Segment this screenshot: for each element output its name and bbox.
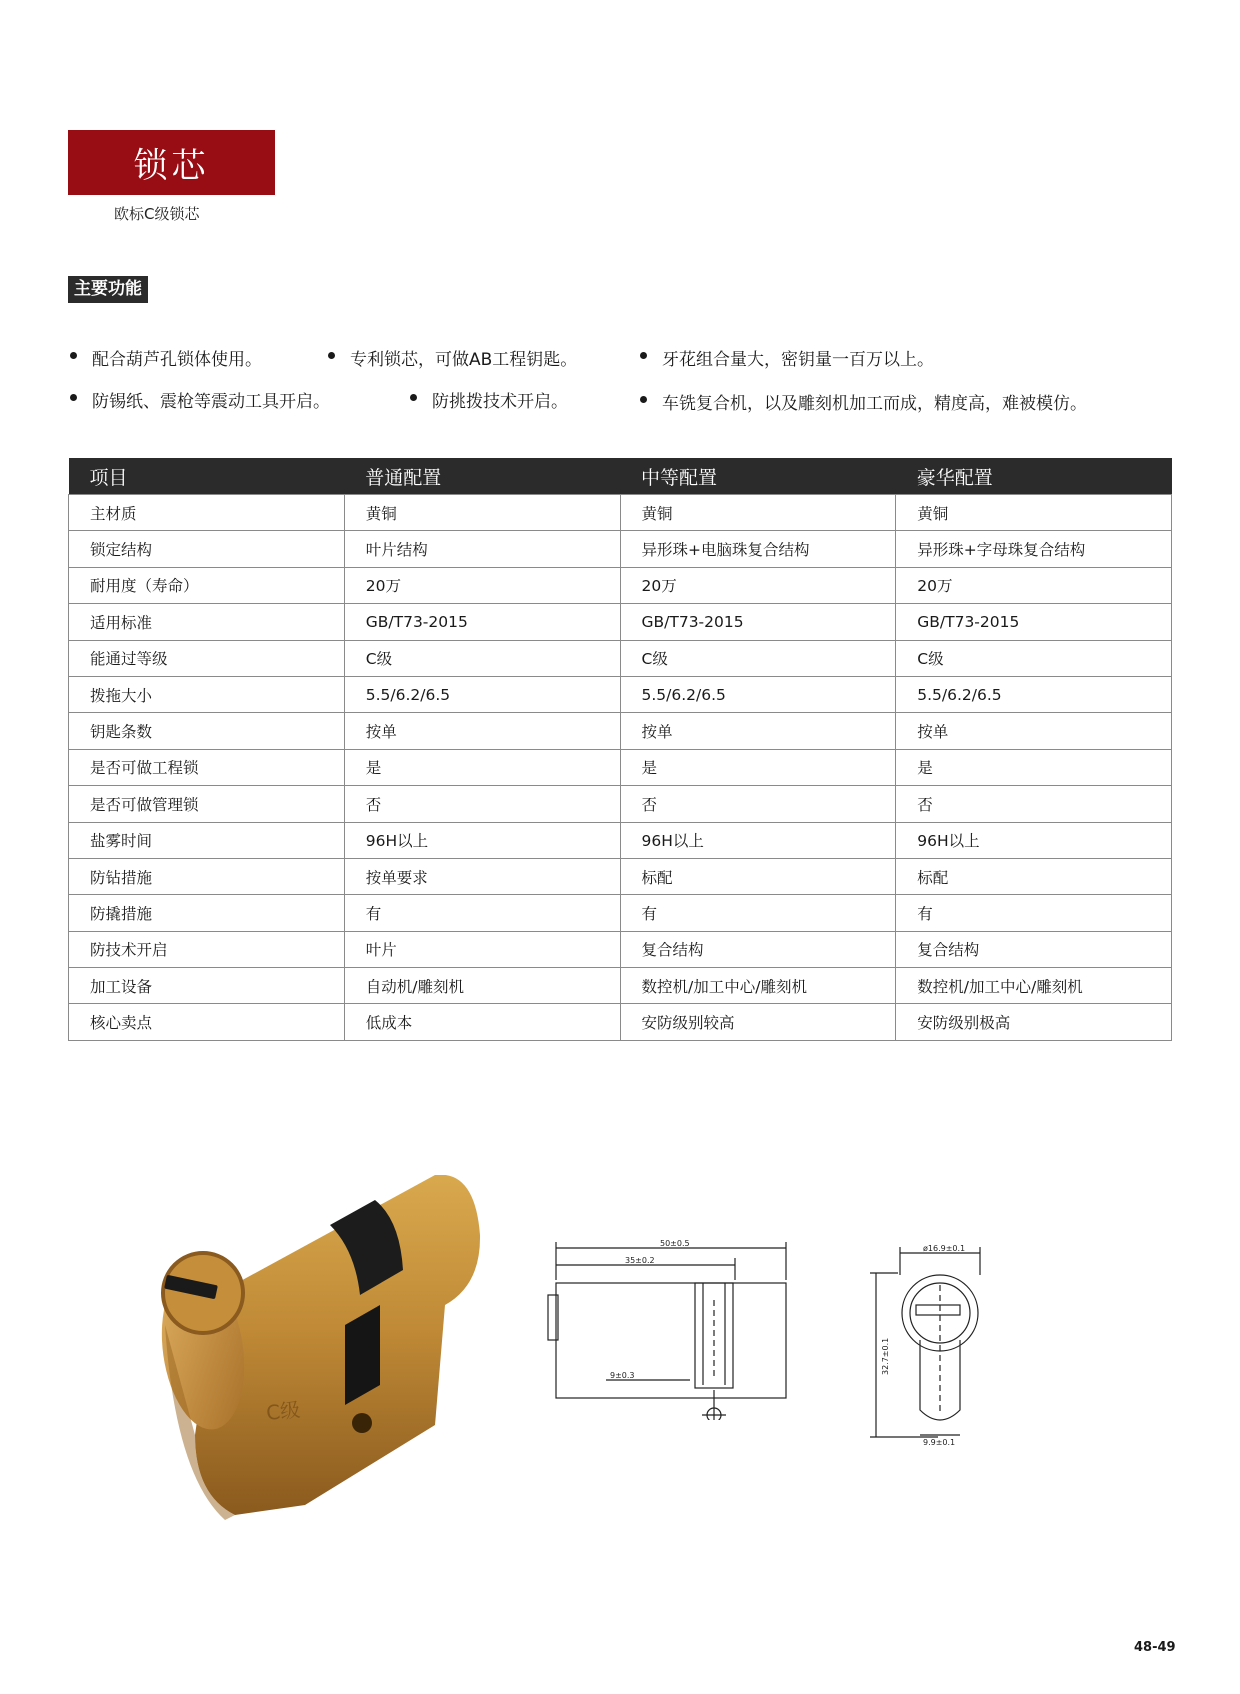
feature-item: 牙花组合量大，密钥量一百万以上。 [640, 345, 934, 370]
table-cell: 5.5/6.2/6.5 [620, 676, 896, 712]
side-view-drawing [540, 1240, 800, 1420]
table-cell: 96H以上 [344, 822, 620, 858]
table-cell: 核心卖点 [69, 1004, 345, 1040]
table-cell: 20万 [620, 567, 896, 603]
table-cell: 异形珠+字母珠复合结构 [896, 531, 1172, 567]
table-cell: 防钻措施 [69, 858, 345, 894]
spec-table-body [69, 495, 1172, 1041]
table-cell: 按单要求 [344, 858, 620, 894]
table-row [69, 895, 1172, 931]
dim-diameter: ø16.9±0.1 [923, 1245, 966, 1253]
table-cell: 20万 [896, 567, 1172, 603]
table-cell: 黄铜 [620, 495, 896, 531]
table-row [69, 567, 1172, 603]
table-cell: 黄铜 [344, 495, 620, 531]
table-cell: 复合结构 [620, 931, 896, 967]
header-luxury: 豪华配置 [896, 458, 1172, 495]
spec-table [68, 458, 1172, 1041]
table-cell: 否 [344, 786, 620, 822]
table-cell: C级 [620, 640, 896, 676]
table-cell: 复合结构 [896, 931, 1172, 967]
header-basic: 普通配置 [344, 458, 620, 495]
table-cell: 是否可做管理锁 [69, 786, 345, 822]
table-cell: 是否可做工程锁 [69, 749, 345, 785]
dim-cam-offset: 9±0.3 [610, 1371, 635, 1380]
table-cell: 96H以上 [620, 822, 896, 858]
table-header-row [69, 458, 1172, 495]
table-cell: 异形珠+电脑珠复合结构 [620, 531, 896, 567]
table-cell: 适用标准 [69, 604, 345, 640]
page-title: 锁芯 [68, 130, 275, 195]
table-cell: 20万 [344, 567, 620, 603]
table-row [69, 858, 1172, 894]
table-cell: 96H以上 [896, 822, 1172, 858]
feature-item: 防锡纸、震枪等震动工具开启。 [70, 387, 330, 412]
table-cell: 叶片 [344, 931, 620, 967]
table-cell: C级 [896, 640, 1172, 676]
table-cell: 耐用度（寿命） [69, 567, 345, 603]
table-cell: 是 [620, 749, 896, 785]
table-cell: 安防级别极高 [896, 1004, 1172, 1040]
table-cell: 锁定结构 [69, 531, 345, 567]
front-view-drawing [868, 1245, 1008, 1445]
table-cell: 按单 [620, 713, 896, 749]
dim-height: 32.7±0.1 [881, 1337, 890, 1375]
bullet-icon [70, 352, 77, 359]
lock-cylinder-photo [155, 1175, 485, 1525]
page-subtitle: 欧标C级锁芯 [114, 205, 200, 223]
table-cell: 有 [896, 895, 1172, 931]
table-row [69, 604, 1172, 640]
table-row [69, 786, 1172, 822]
bullet-icon [70, 394, 77, 401]
bullet-icon [640, 352, 647, 359]
section-tag-features: 主要功能 [68, 276, 148, 303]
table-row [69, 1004, 1172, 1040]
table-row [69, 749, 1172, 785]
table-cell: 数控机/加工中心/雕刻机 [620, 968, 896, 1004]
table-row [69, 822, 1172, 858]
table-row [69, 676, 1172, 712]
table-cell: 否 [896, 786, 1172, 822]
table-cell: 自动机/雕刻机 [344, 968, 620, 1004]
table-cell: 拨拖大小 [69, 676, 345, 712]
bullet-icon [640, 396, 647, 403]
table-cell: 标配 [896, 858, 1172, 894]
bullet-icon [328, 352, 335, 359]
table-cell: 5.5/6.2/6.5 [896, 676, 1172, 712]
table-cell: 按单 [896, 713, 1172, 749]
feature-item: 专利锁芯，可做AB工程钥匙。 [328, 345, 577, 370]
table-row [69, 713, 1172, 749]
engraving-label: C级 [265, 1397, 302, 1425]
table-cell: 黄铜 [896, 495, 1172, 531]
feature-item: 配合葫芦孔锁体使用。 [70, 345, 262, 370]
table-cell: 防撬措施 [69, 895, 345, 931]
table-cell: 数控机/加工中心/雕刻机 [896, 968, 1172, 1004]
table-cell: 主材质 [69, 495, 345, 531]
table-cell: 5.5/6.2/6.5 [344, 676, 620, 712]
table-cell: 安防级别较高 [620, 1004, 896, 1040]
table-cell: 按单 [344, 713, 620, 749]
bullet-icon [410, 394, 417, 401]
dim-width: 9.9±0.1 [923, 1438, 956, 1445]
table-cell: 标配 [620, 858, 896, 894]
header-medium: 中等配置 [620, 458, 896, 495]
table-row [69, 931, 1172, 967]
dim-half-length: 35±0.2 [625, 1256, 655, 1265]
table-cell: GB/T73-2015 [896, 604, 1172, 640]
table-cell: 钥匙条数 [69, 713, 345, 749]
table-cell: 叶片结构 [344, 531, 620, 567]
table-cell: 防技术开启 [69, 931, 345, 967]
dim-total-length: 50±0.5 [660, 1240, 690, 1248]
table-cell: 有 [620, 895, 896, 931]
table-cell: 是 [896, 749, 1172, 785]
table-row [69, 495, 1172, 531]
table-cell: 有 [344, 895, 620, 931]
feature-item: 防挑拨技术开启。 [410, 387, 568, 412]
table-row [69, 968, 1172, 1004]
table-cell: C级 [344, 640, 620, 676]
table-row [69, 531, 1172, 567]
header-item: 项目 [69, 458, 345, 495]
table-cell: 能通过等级 [69, 640, 345, 676]
table-cell: 盐雾时间 [69, 822, 345, 858]
page-number: 48-49 [1134, 1640, 1176, 1655]
table-cell: GB/T73-2015 [620, 604, 896, 640]
feature-item: 车铣复合机，以及雕刻机加工而成，精度高，难被模仿。 [640, 389, 1087, 414]
table-cell: 是 [344, 749, 620, 785]
table-cell: 加工设备 [69, 968, 345, 1004]
table-row [69, 640, 1172, 676]
table-cell: 低成本 [344, 1004, 620, 1040]
table-cell: 否 [620, 786, 896, 822]
table-cell: GB/T73-2015 [344, 604, 620, 640]
